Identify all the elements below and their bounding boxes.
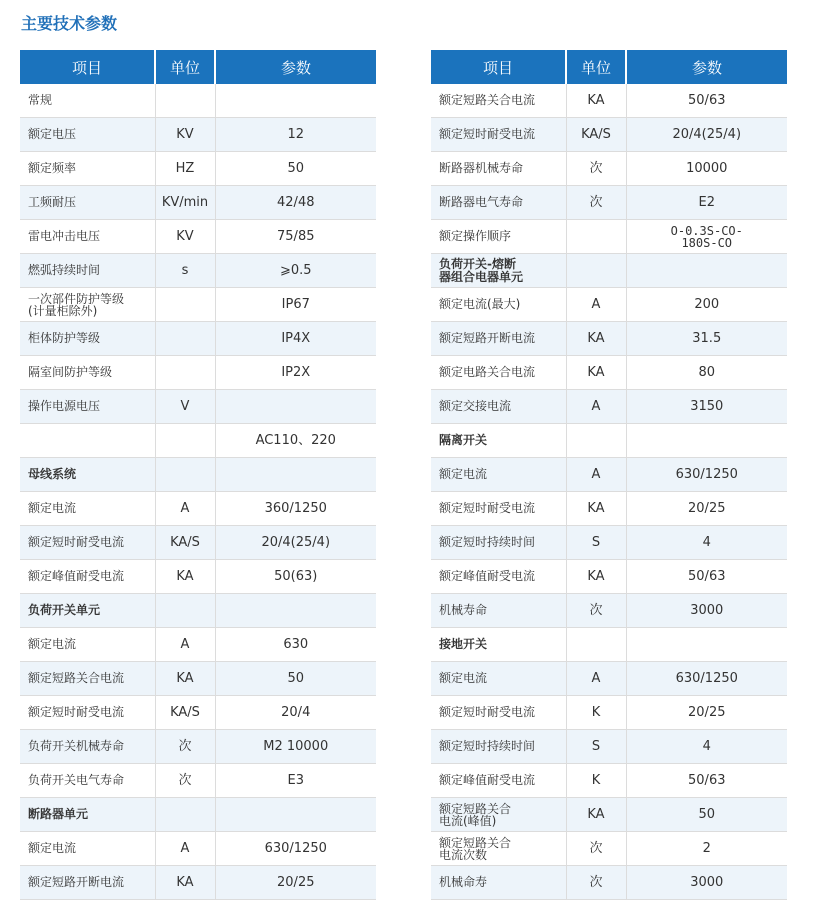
cell-value [215, 390, 376, 424]
cell-item: 额定电流 [431, 458, 566, 492]
table-row [20, 152, 376, 186]
table-row [431, 798, 787, 832]
cell-unit [566, 424, 626, 458]
cell-unit: A [566, 662, 626, 696]
table-row [431, 492, 787, 526]
table-row [431, 424, 787, 458]
cell-value: 630 [215, 628, 376, 662]
cell-unit [155, 594, 215, 628]
cell-value: 50/63 [626, 560, 787, 594]
cell-value: ⩾0.5 [215, 254, 376, 288]
cell-value: 75/85 [215, 220, 376, 254]
table-row [20, 84, 376, 118]
cell-value: IP67 [215, 288, 376, 322]
cell-value [215, 84, 376, 118]
table-row [431, 356, 787, 390]
header-item: 项目 [431, 50, 566, 84]
table-row [20, 356, 376, 390]
table-row [431, 866, 787, 900]
cell-value: E2 [626, 186, 787, 220]
table-row [20, 492, 376, 526]
cell-value: 50(63) [215, 560, 376, 594]
cell-item: 额定短路关合电流 [431, 84, 566, 118]
table-row [431, 390, 787, 424]
cell-unit: A [566, 390, 626, 424]
cell-item: 断路器机械寿命 [431, 152, 566, 186]
cell-item: 机械寿命 [431, 594, 566, 628]
table-row [431, 220, 787, 254]
cell-value: 20/25 [626, 696, 787, 730]
cell-value: IP4X [215, 322, 376, 356]
cell-value: 4 [626, 730, 787, 764]
cell-unit: 次 [566, 594, 626, 628]
cell-value: 50/63 [626, 84, 787, 118]
cell-value [626, 628, 787, 662]
cell-unit: KA [566, 356, 626, 390]
cell-item: 额定电流 [20, 832, 155, 866]
cell-value: 31.5 [626, 322, 787, 356]
table-row [20, 866, 376, 900]
header-unit: 单位 [566, 50, 626, 84]
table-row [431, 696, 787, 730]
cell-unit: A [155, 492, 215, 526]
cell-value: 3000 [626, 866, 787, 900]
cell-value: 20/25 [626, 492, 787, 526]
cell-item: 额定峰值耐受电流 [431, 560, 566, 594]
cell-unit: KV/min [155, 186, 215, 220]
cell-value: 2 [626, 832, 787, 866]
cell-unit: A [155, 628, 215, 662]
table-row [431, 458, 787, 492]
cell-unit [155, 424, 215, 458]
cell-unit [566, 254, 626, 288]
spec-table-right [431, 50, 787, 900]
table-row [20, 322, 376, 356]
cell-item: 负荷开关机械寿命 [20, 730, 155, 764]
cell-unit: KV [155, 220, 215, 254]
cell-value [215, 594, 376, 628]
cell-unit: A [566, 458, 626, 492]
cell-item: 断路器电气寿命 [431, 186, 566, 220]
table-row [431, 560, 787, 594]
table-row [431, 526, 787, 560]
cell-item: 额定峰值耐受电流 [20, 560, 155, 594]
cell-item: 额定短时持续时间 [431, 526, 566, 560]
table-header [20, 50, 376, 84]
header-item: 项目 [20, 50, 155, 84]
cell-item: 额定短路开断电流 [431, 322, 566, 356]
table-row [431, 322, 787, 356]
cell-unit: S [566, 730, 626, 764]
cell-unit: A [566, 288, 626, 322]
cell-value: 20/4(25/4) [215, 526, 376, 560]
table-row [431, 662, 787, 696]
table-row [20, 458, 376, 492]
cell-item: 额定操作顺序 [431, 220, 566, 254]
cell-unit: 次 [155, 730, 215, 764]
cell-value: 630/1250 [626, 662, 787, 696]
table-row [431, 288, 787, 322]
cell-item: 额定电路关合电流 [431, 356, 566, 390]
cell-unit [155, 356, 215, 390]
cell-item: 额定短时耐受电流 [431, 696, 566, 730]
cell-item: 负荷开关电气寿命 [20, 764, 155, 798]
table-row [431, 84, 787, 118]
header-unit: 单位 [155, 50, 215, 84]
cell-item: 负荷开关单元 [20, 594, 155, 628]
cell-unit: KA [566, 492, 626, 526]
cell-item: 额定电流 [20, 492, 155, 526]
header-value: 参数 [215, 50, 376, 84]
cell-unit: A [155, 832, 215, 866]
cell-unit: K [566, 764, 626, 798]
cell-item: 隔室间防护等级 [20, 356, 155, 390]
cell-value: 360/1250 [215, 492, 376, 526]
table-row [20, 118, 376, 152]
cell-value: IP2X [215, 356, 376, 390]
cell-item: 额定短时耐受电流 [431, 118, 566, 152]
table-row [20, 220, 376, 254]
cell-item: 额定短时耐受电流 [20, 526, 155, 560]
table-row [20, 254, 376, 288]
table-row [20, 288, 376, 322]
table-row [20, 560, 376, 594]
cell-unit: KA [566, 798, 626, 832]
cell-value: 20/4 [215, 696, 376, 730]
table-row [20, 594, 376, 628]
cell-item: 负荷开关-熔断 器组合电器单元 [431, 254, 566, 288]
cell-unit: V [155, 390, 215, 424]
cell-item: 操作电源电压 [20, 390, 155, 424]
table-row [20, 764, 376, 798]
table-row [20, 526, 376, 560]
cell-unit: 次 [155, 764, 215, 798]
cell-item: 工频耐压 [20, 186, 155, 220]
cell-value [626, 254, 787, 288]
cell-value [215, 798, 376, 832]
cell-item: 额定短时耐受电流 [431, 492, 566, 526]
cell-item: 隔离开关 [431, 424, 566, 458]
cell-item: 接地开关 [431, 628, 566, 662]
cell-item: 额定短时耐受电流 [20, 696, 155, 730]
cell-unit [155, 84, 215, 118]
table-row [20, 696, 376, 730]
cell-value: 50 [626, 798, 787, 832]
cell-unit: S [566, 526, 626, 560]
cell-item: 额定频率 [20, 152, 155, 186]
cell-unit: KA [155, 866, 215, 900]
cell-item: 柜体防护等级 [20, 322, 155, 356]
cell-unit: KA [155, 662, 215, 696]
cell-unit: s [155, 254, 215, 288]
table-row [431, 730, 787, 764]
cell-value: 200 [626, 288, 787, 322]
cell-unit [155, 322, 215, 356]
cell-item: 机械命寿 [431, 866, 566, 900]
table-row [431, 254, 787, 288]
cell-value: 3000 [626, 594, 787, 628]
cell-unit: HZ [155, 152, 215, 186]
cell-value [626, 424, 787, 458]
table-row [20, 662, 376, 696]
cell-value: 80 [626, 356, 787, 390]
cell-item: 雷电冲击电压 [20, 220, 155, 254]
table-header [431, 50, 787, 84]
cell-value: 3150 [626, 390, 787, 424]
cell-unit: KA [566, 560, 626, 594]
cell-item: 额定短路关合 电流(峰值) [431, 798, 566, 832]
table-row [20, 424, 376, 458]
cell-unit: 次 [566, 832, 626, 866]
cell-unit: KA [566, 84, 626, 118]
cell-value: 50 [215, 662, 376, 696]
cell-item: 额定电流(最大) [431, 288, 566, 322]
cell-value: 20/4(25/4) [626, 118, 787, 152]
cell-item: 母线系统 [20, 458, 155, 492]
cell-unit: KV [155, 118, 215, 152]
cell-value: M2 10000 [215, 730, 376, 764]
cell-value: 50 [215, 152, 376, 186]
table-row [431, 118, 787, 152]
cell-item: 额定电流 [20, 628, 155, 662]
cell-unit: 次 [566, 152, 626, 186]
table-row [431, 594, 787, 628]
table-row [431, 628, 787, 662]
table-row [20, 186, 376, 220]
spec-table-left [20, 50, 376, 900]
cell-value: 12 [215, 118, 376, 152]
cell-item: 常规 [20, 84, 155, 118]
cell-value: 630/1250 [626, 458, 787, 492]
header-value: 参数 [626, 50, 787, 84]
cell-value: AC110、220 [215, 424, 376, 458]
cell-item: 额定短路开断电流 [20, 866, 155, 900]
page-title: 主要技术参数 [21, 14, 118, 33]
table-row [20, 628, 376, 662]
cell-value: 42/48 [215, 186, 376, 220]
cell-unit: KA/S [155, 696, 215, 730]
cell-item: 额定电流 [431, 662, 566, 696]
cell-item: 断路器单元 [20, 798, 155, 832]
cell-value: 50/63 [626, 764, 787, 798]
cell-item: 额定电压 [20, 118, 155, 152]
table-row [431, 186, 787, 220]
cell-value: O-0.3S-CO- 180S-CO [626, 220, 787, 254]
cell-value: 630/1250 [215, 832, 376, 866]
table-row [20, 390, 376, 424]
table-row [20, 832, 376, 866]
cell-unit: KA [155, 560, 215, 594]
cell-value: 10000 [626, 152, 787, 186]
cell-unit [155, 798, 215, 832]
cell-item [20, 424, 155, 458]
cell-unit: 次 [566, 186, 626, 220]
cell-unit: KA/S [566, 118, 626, 152]
cell-unit [155, 288, 215, 322]
cell-unit [566, 220, 626, 254]
table-row [431, 152, 787, 186]
cell-value: E3 [215, 764, 376, 798]
cell-unit [566, 628, 626, 662]
cell-unit: 次 [566, 866, 626, 900]
cell-item: 额定短路关合电流 [20, 662, 155, 696]
cell-item: 额定交接电流 [431, 390, 566, 424]
table-row [431, 832, 787, 866]
cell-unit: KA/S [155, 526, 215, 560]
cell-item: 燃弧持续时间 [20, 254, 155, 288]
cell-item: 额定峰值耐受电流 [431, 764, 566, 798]
cell-unit: K [566, 696, 626, 730]
cell-value [215, 458, 376, 492]
cell-unit [155, 458, 215, 492]
cell-value: 20/25 [215, 866, 376, 900]
cell-unit: KA [566, 322, 626, 356]
cell-item: 一次部件防护等级 (计量柜除外) [20, 288, 155, 322]
table-row [431, 764, 787, 798]
cell-item: 额定短时持续时间 [431, 730, 566, 764]
cell-value: 4 [626, 526, 787, 560]
cell-item: 额定短路关合 电流次数 [431, 832, 566, 866]
table-row [20, 730, 376, 764]
table-row [20, 798, 376, 832]
